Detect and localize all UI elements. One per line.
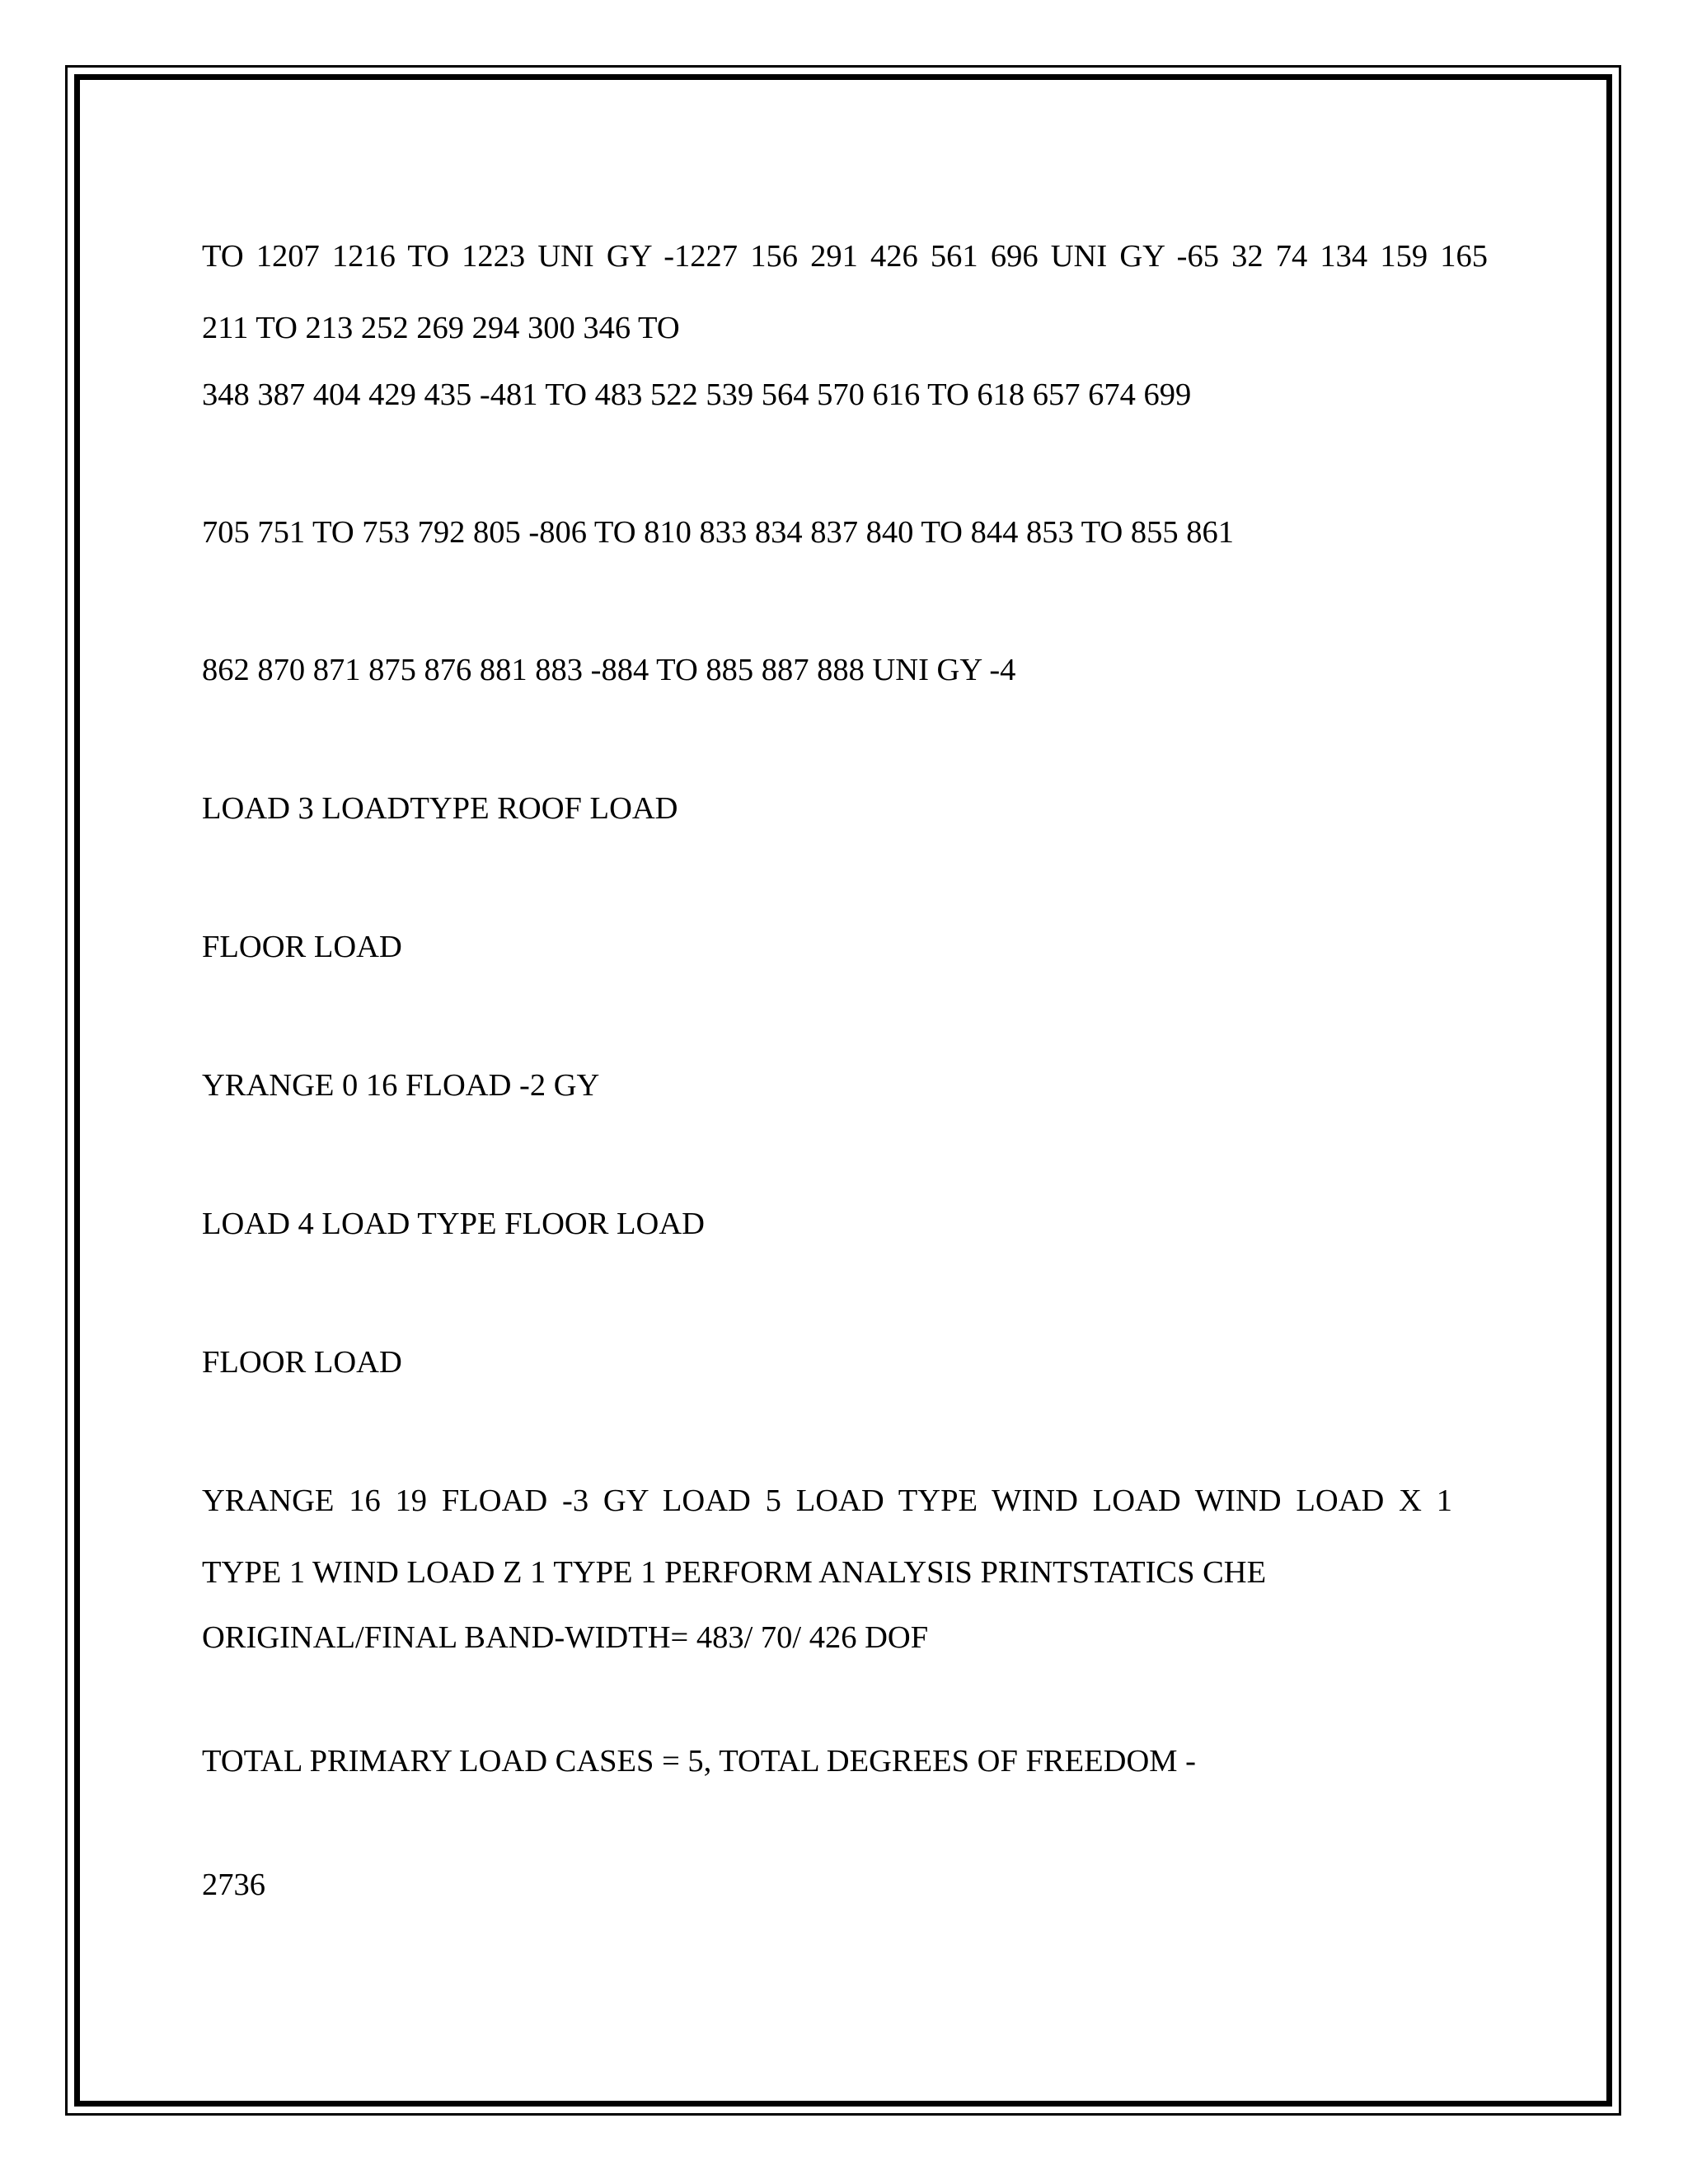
text-line: TOTAL PRIMARY LOAD CASES = 5, TOTAL DEGREES OF FREEDOM - (202, 1744, 1196, 1779)
text-line: TO 1207 1216 TO 1223 UNI GY -1227 156 291 426 561 696 UNI GY -65 32 74 134 159 165 (202, 239, 1488, 274)
paragraph-1 (202, 221, 1488, 364)
text-line: 211 TO 213 252 269 294 300 346 TO (202, 311, 680, 345)
paragraph-8 (202, 1188, 1488, 1260)
text-line: YRANGE 16 19 FLOAD -3 GY LOAD 5 LOAD TYPE WIND LOAD WIND LOAD X 1 (202, 1483, 1452, 1518)
text-line: TYPE 1 WIND LOAD Z 1 TYPE 1 PERFORM ANALYSIS PRINTSTATICS CHE (202, 1555, 1267, 1590)
paragraph-11 (202, 1602, 1488, 1674)
text-line: ORIGINAL/FINAL BAND-WIDTH= 483/ 70/ 426 DOF (202, 1620, 929, 1655)
text-line: LOAD 4 LOAD TYPE FLOOR LOAD (202, 1207, 705, 1241)
text-line: LOAD 3 LOADTYPE ROOF LOAD (202, 791, 678, 826)
paragraph-9 (202, 1327, 1488, 1399)
paragraph-5 (202, 773, 1488, 845)
paragraph-3 (202, 497, 1488, 569)
paragraph-7 (202, 1050, 1488, 1122)
paragraph-13 (202, 1849, 1488, 1921)
text-line: 2736 (202, 1868, 265, 1902)
paragraph-4 (202, 635, 1488, 706)
text-line: 862 870 871 875 876 881 883 -884 TO 885 887 888 UNI GY -4 (202, 653, 1016, 687)
text-line: YRANGE 0 16 FLOAD -2 GY (202, 1068, 600, 1103)
paragraph-10 (202, 1465, 1488, 1609)
paragraph-2 (202, 359, 1488, 431)
paragraph-6 (202, 912, 1488, 983)
text-line: FLOOR LOAD (202, 1345, 402, 1380)
text-line: FLOOR LOAD (202, 930, 402, 964)
text-line: 348 387 404 429 435 -481 TO 483 522 539 564 570 616 TO 618 657 674 699 (202, 377, 1192, 412)
paragraph-12 (202, 1726, 1488, 1797)
text-line: 705 751 TO 753 792 805 -806 TO 810 833 834 837 840 TO 844 853 TO 855 861 (202, 515, 1235, 550)
